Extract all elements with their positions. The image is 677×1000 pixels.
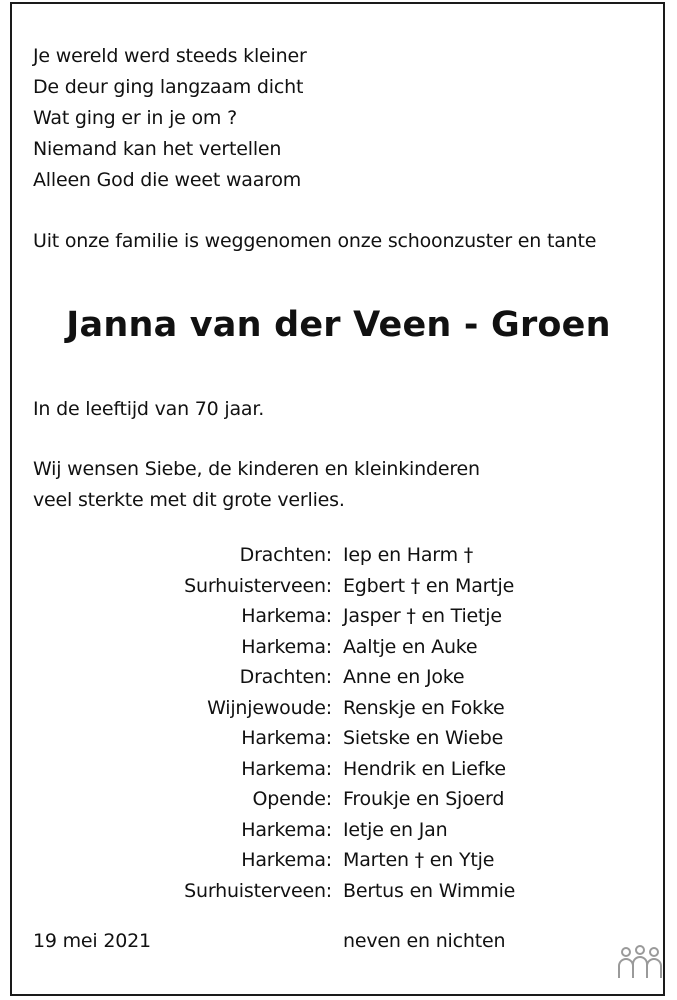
wish-line: veel sterkte met dit grote verlies.	[33, 489, 345, 511]
poem-line: Wat ging er in je om ?	[33, 107, 237, 129]
relative-place: Surhuisterveen:	[184, 574, 332, 597]
relative-names: Iep en Harm †	[343, 544, 474, 566]
relative-place: Drachten:	[239, 544, 332, 566]
wish-text	[33, 454, 480, 516]
relative-row	[0, 601, 677, 632]
relative-row	[0, 662, 677, 693]
relative-row	[0, 540, 677, 571]
relative-names: Renskje en Fokke	[343, 696, 505, 719]
relative-place: Drachten:	[239, 666, 332, 688]
poem-line: De deur ging langzaam dicht	[33, 76, 304, 98]
poem-line: Alleen God die weet waarom	[33, 169, 302, 191]
relative-place: Harkema:	[241, 757, 332, 780]
relative-row	[0, 845, 677, 876]
relative-place: Harkema:	[241, 849, 332, 871]
poem	[33, 41, 307, 196]
poem-line: Niemand kan het vertellen	[33, 138, 282, 160]
relative-place: Harkema:	[241, 605, 332, 627]
family-logo-icon	[616, 944, 664, 982]
relative-names: Marten † en Ytje	[343, 849, 495, 871]
relative-row	[0, 632, 677, 663]
relative-names: Bertus en Wimmie	[343, 879, 516, 902]
relative-names: Hendrik en Liefke	[343, 757, 506, 780]
relative-names: Aaltje en Auke	[343, 635, 478, 658]
relative-row	[0, 754, 677, 785]
poem-line: Je wereld werd steeds kleiner	[33, 45, 307, 67]
relative-place: Harkema:	[241, 818, 332, 841]
relative-names: Sietske en Wiebe	[343, 727, 504, 749]
relative-place: Wijnjewoude:	[207, 696, 332, 719]
intro-text: Uit onze familie is weggenomen onze schoonzuster en tante	[33, 230, 597, 252]
relative-row	[0, 815, 677, 846]
relative-row	[0, 784, 677, 815]
age-line: In de leeftijd van 70 jaar.	[33, 398, 265, 420]
closing-text: neven en nichten	[343, 930, 506, 952]
relative-names: Jasper † en Tietje	[343, 605, 502, 627]
wish-line: Wij wensen Siebe, de kinderen en kleinkinderen	[33, 458, 480, 480]
relative-row	[0, 693, 677, 724]
deceased-name: Janna van der Veen - Groen	[66, 305, 611, 345]
date-text: 19 mei 2021	[33, 930, 151, 952]
relative-place: Opende:	[252, 788, 332, 810]
relative-row	[0, 876, 677, 907]
relative-place: Harkema:	[241, 727, 332, 749]
relatives-list	[0, 540, 677, 906]
relative-row	[0, 571, 677, 602]
relative-place: Surhuisterveen:	[184, 879, 332, 902]
relative-place: Harkema:	[241, 635, 332, 658]
relative-names: Anne en Joke	[343, 666, 465, 688]
relative-names: Egbert † en Martje	[343, 574, 515, 597]
relative-names: Ietje en Jan	[343, 818, 448, 841]
relative-names: Froukje en Sjoerd	[343, 788, 505, 810]
relative-row	[0, 723, 677, 754]
